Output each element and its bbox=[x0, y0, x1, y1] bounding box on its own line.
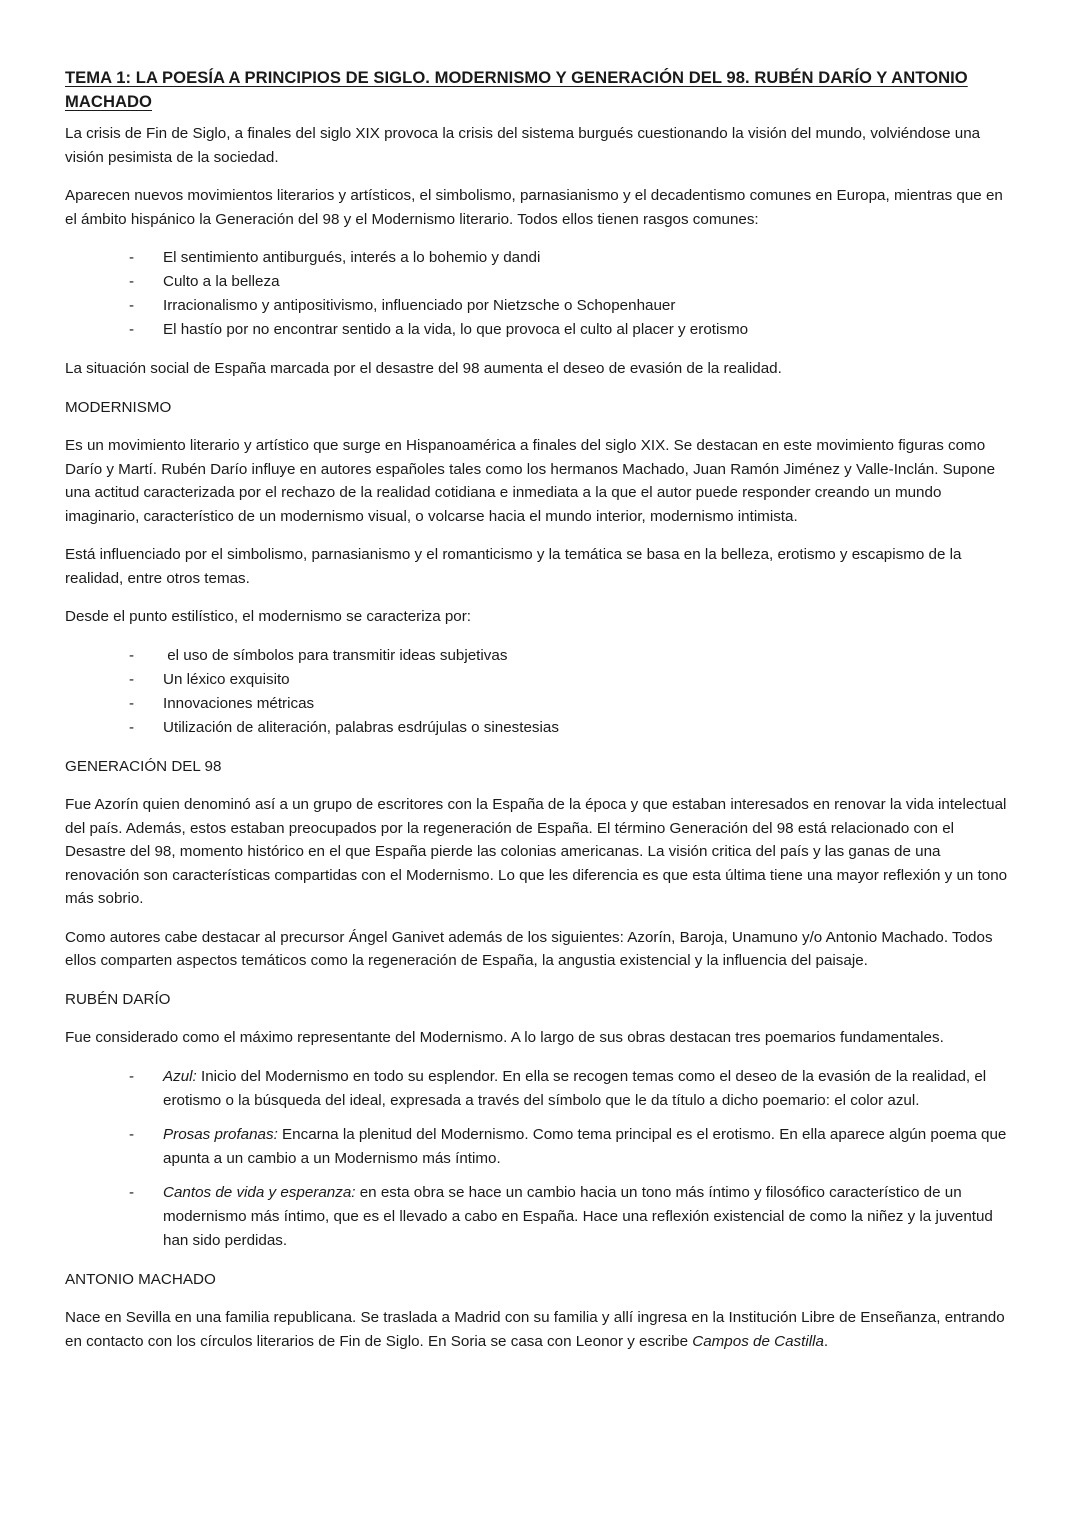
list-item: - Cantos de vida y esperanza: en esta obra se hace un cambio hacia un tono más íntimo y filosófico característico de un modernismo más íntimo, que es el llevado a cabo en España. Hace una reflexión existencial de como la niñez y la juventud han sido perdidas. bbox=[65, 1181, 1018, 1253]
modernismo-paragraph-3: Desde el punto estilístico, el modernismo se caracteriza por: bbox=[65, 608, 472, 625]
intro-paragraph-2: Aparecen nuevos movimientos literarios y artísticos, el simbolismo, parnasianismo y el decadentismo comunes en Europa, mientras que en el ámbito hispánico la Generación del 98 y el Modernismo literario. Todos ellos tienen rasgos comunes: bbox=[65, 187, 1003, 228]
antonio-machado-paragraph-1: Nace en Sevilla en una familia republicana. Se traslada a Madrid con su familia y allí ingresa en la Institución Libre de Enseñanza, entrando en contacto con los círculos literarios de Fin de Siglo. En Soria se casa con Leonor y escribe Campos de Castilla. bbox=[65, 1309, 1005, 1350]
document-title: TEMA 1: LA POESÍA A PRINCIPIOS DE SIGLO. MODERNISMO Y GENERACIÓN DEL 98. RUBÉN DARÍO Y ANTONIO MACHADO bbox=[65, 68, 968, 111]
work-title: Azul: bbox=[163, 1067, 197, 1085]
section-heading-modernismo: MODERNISMO bbox=[65, 398, 172, 416]
dash-bullet: - bbox=[129, 694, 135, 712]
section-heading-antonio-machado: ANTONIO MACHADO bbox=[65, 1270, 216, 1288]
work-title: Prosas profanas: bbox=[163, 1125, 278, 1143]
modernismo-style-list bbox=[65, 644, 1018, 740]
work-title: Cantos de vida y esperanza: bbox=[163, 1183, 356, 1201]
ruben-dario-paragraph-1: Fue considerado como el máximo representante del Modernismo. A lo largo de sus obras destacan tres poemarios fundamentales. bbox=[65, 1029, 944, 1046]
dash-bullet: - bbox=[129, 670, 135, 688]
dash-bullet: - bbox=[129, 249, 135, 266]
generacion98-paragraph-1: Fue Azorín quien denominó así a un grupo de escritores con la España de la época y que estaban interesados en renovar la vida intelectual del país. Además, estos estaban preocupados por la regeneración de España. El término Generación del 98 está relacionado con el Desastre del 98, momento histórico en el que España pierde las colonias americanas. La visión critica del país y las ganas de una renovación son características compartidas con el Modernismo. Lo que les diferencia es que esta última tiene una mayor reflexión y un tono más sobrio. bbox=[65, 796, 1008, 907]
dash-bullet: - bbox=[129, 273, 135, 290]
list-item: - el uso de símbolos para transmitir ideas subjetivas bbox=[65, 644, 1018, 668]
list-item: - Utilización de aliteración, palabras esdrújulas o sinestesias bbox=[65, 716, 1018, 740]
list-item: - Un léxico exquisito bbox=[65, 668, 1018, 692]
dash-bullet: - bbox=[129, 1067, 135, 1085]
dash-bullet: - bbox=[129, 1183, 135, 1201]
modernismo-paragraph-2: Está influenciado por el simbolismo, parnasianismo y el romanticismo y la temática se basa en la belleza, erotismo y escapismo de la realidad, entre otros temas. bbox=[65, 546, 962, 587]
list-item: - El sentimiento antiburgués, interés a lo bohemio y dandi bbox=[65, 246, 1018, 270]
dash-bullet: - bbox=[129, 1125, 135, 1143]
list-item: - Prosas profanas: Encarna la plenitud del Modernismo. Como tema principal es el erotismo. En ella aparece algún poema que apunta a un cambio a un Modernismo más íntimo. bbox=[65, 1123, 1018, 1171]
modernismo-paragraph-1: Es un movimiento literario y artístico que surge en Hispanoamérica a finales del siglo XIX. Se destacan en este movimiento figuras como Darío y Martí. Rubén Darío influye en autores españoles tales como los hermanos Machado, Juan Ramón Jiménez y Valle-Inclán. Supone una actitud caracterizada por el rechazo de la realidad cotidiana e inmediata a la que el autor puede responder creando un mundo imaginario, característico de un modernismo visual, o volcarse hacia el mundo interior, modernismo intimista. bbox=[65, 437, 996, 525]
intro-paragraph-1: La crisis de Fin de Siglo, a finales del siglo XIX provoca la crisis del sistema burgués cuestionando la visión del mundo, volviéndose una visión pesimista de la sociedad. bbox=[65, 125, 981, 166]
list-item: - Culto a la belleza bbox=[65, 270, 1018, 294]
list-item: - Irracionalismo y antipositivismo, influenciado por Nietzsche o Schopenhauer bbox=[65, 294, 1018, 318]
dash-bullet: - bbox=[129, 718, 135, 736]
list-item: - Azul: Inicio del Modernismo en todo su esplendor. En ella se recogen temas como el deseo de la evasión de la realidad, el erotismo o la búsqueda del ideal, expresada a través del símbolo que le da título a dicho poemario: el color azul. bbox=[65, 1065, 1018, 1113]
dash-bullet: - bbox=[129, 297, 135, 314]
dash-bullet: - bbox=[129, 321, 135, 338]
intro-traits-list bbox=[65, 246, 1018, 342]
dash-bullet: - bbox=[129, 646, 135, 664]
list-item: - Innovaciones métricas bbox=[65, 692, 1018, 716]
section-heading-ruben-dario: RUBÉN DARÍO bbox=[65, 990, 171, 1008]
work-title: Campos de Castilla bbox=[692, 1332, 824, 1350]
section-heading-generacion-98: GENERACIÓN DEL 98 bbox=[65, 757, 222, 775]
intro-paragraph-3: La situación social de España marcada por el desastre del 98 aumenta el deseo de evasión de la realidad. bbox=[65, 360, 782, 377]
ruben-dario-works-list bbox=[65, 1065, 1018, 1253]
generacion98-paragraph-2: Como autores cabe destacar al precursor Ángel Ganivet además de los siguientes: Azorín, Baroja, Unamuno y/o Antonio Machado. Todos ellos comparten aspectos temáticos como la regeneración de España, la angustia existencial y la influencia del paisaje. bbox=[65, 928, 993, 969]
list-item: - El hastío por no encontrar sentido a la vida, lo que provoca el culto al placer y erotismo bbox=[65, 318, 1018, 342]
